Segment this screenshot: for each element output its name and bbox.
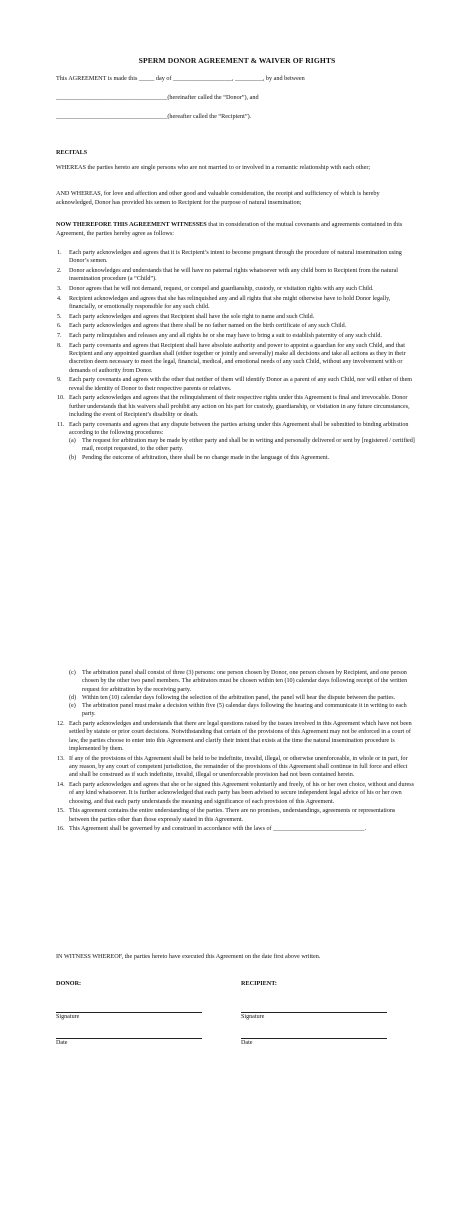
now-therefore-rest: that in consideration of the mutual covenants and agreements contained in this Agreement, the parties hereby agree as follows: <box>56 221 403 237</box>
covenant-item-number: 1. <box>57 250 62 256</box>
arbitration-continued <box>57 669 415 719</box>
covenant-item <box>57 720 415 753</box>
covenant-item-number: 7. <box>57 333 62 340</box>
covenant-item-text: This Agreement shall be governed by and construed in accordance with the laws of ______________________________. <box>69 826 367 833</box>
covenant-item-text: This agreement contains the entire understanding of the parties. There are no promises, understandings, agreements or representations between the parties other than those expressly stated in this Agreement. <box>69 808 396 823</box>
covenant-item-text: Each party acknowledges and understands that there are legal questions raised by the issues involved in this Agreement which have not been settled by statute or prior court decisions. Notwithstanding that certain of the provisions of this Agreement may not be enforced in a court of law, the parties choose to enter into this Agreement and clarify their intent that exists at the time the natural insemination procedure is implemented by them. <box>69 721 412 753</box>
covenant-item-number: 8. <box>57 342 62 349</box>
covenant-item <box>57 267 415 284</box>
covenant-item-text: Each party acknowledges and agrees that she or he signed this Agreement voluntarily and freely, of his or her own choice, without and duress of any kind whatsoever. It is further acknowledged that each party has been advised to secure independent legal advice of his or her own choosing, and that each party understands the meaning and significance of each provision of this Agreement. <box>69 782 414 805</box>
arbitration-subitem <box>69 669 415 694</box>
covenant-item <box>57 755 415 780</box>
arbitration-subitem-number: (c) <box>69 670 76 676</box>
covenant-item-text: Each party acknowledges and agrees that it is Recipient’s intent to become pregnant through the procedure of natural insemination using Donor’s semen. <box>69 250 402 265</box>
covenant-item <box>57 807 415 824</box>
recipient-date-label: Date <box>241 1040 253 1046</box>
recital-now-therefore <box>56 221 418 238</box>
covenant-item-text: Each party relinquishes and releases any and all rights he or she may have to bring a suit to establish paternity of any such child. <box>69 333 382 340</box>
arbitration-subitem-text: The arbitration panel must make a decision within five (5) calendar days following the hearing and communicate it in writing to each party. <box>82 703 407 718</box>
covenant-item <box>57 394 415 419</box>
witness-statement: IN WITNESS WHEREOF, the parties hereto have executed this Agreement on the date first above written. <box>56 953 321 960</box>
covenant-item <box>57 376 415 393</box>
covenant-item-number: 14. <box>57 782 65 789</box>
arbitration-subitem <box>69 437 415 454</box>
covenants-list-part1 <box>57 249 415 463</box>
arbitration-subitem <box>69 702 415 719</box>
covenant-item <box>57 781 415 806</box>
recital-and-whereas: AND WHEREAS, for love and affection and other good and valuable consideration, the receipt and sufficiency of which is hereby acknowledged, Donor has provided his semen to Recipient for the purpose of natural insemination; <box>56 190 380 206</box>
donor-date-label: Date <box>56 1040 68 1046</box>
covenant-item-number: 2. <box>57 267 62 274</box>
arbitration-subitem-text: The request for arbitration may be made by either party and shall be in writing and personally delivered or sent by [registered / certified] mail, receipt requested, to the other party. <box>82 438 415 453</box>
covenant-item <box>57 313 415 321</box>
covenant-item-number: 6. <box>57 323 62 330</box>
intro-line-date: This AGREEMENT is made this _____ day of ___________________, _________, by and between <box>56 75 305 82</box>
arbitration-subitem-text: The arbitration panel shall consist of three (3) persons: one person chosen by Donor, one person chosen by Recipient, and one person chosen by the other two panel members. The arbitrators must be chosen within ten (10) calendar days following receipt of the written request for arbitration by the receiving party. <box>82 670 408 693</box>
covenant-item <box>57 332 415 340</box>
arbitration-subitem-number: (a) <box>69 438 76 445</box>
recitals-heading: RECITALS <box>56 149 88 156</box>
arbitration-subitem <box>69 694 415 702</box>
covenant-item-number: 10. <box>57 395 65 402</box>
arbitration-subitem-text: Within ten (10) calendar days following the selection of the arbitration panel, the panel will hear the dispute between the parties. <box>82 694 396 701</box>
covenant-item-number: 5. <box>57 313 62 320</box>
arbitration-subitem-number: (e) <box>69 703 76 710</box>
covenant-item-number: 12. <box>57 721 65 728</box>
covenant-item-text: Each party covenants and agrees that any dispute between the parties arising under this Agreement shall be submitted to binding arbitration according to the following procedures: <box>69 421 409 436</box>
covenant-item-number: 16. <box>57 826 65 833</box>
covenant-item-number: 13. <box>57 755 65 762</box>
donor-signature-line <box>56 1012 202 1013</box>
covenant-item <box>57 825 415 833</box>
recital-whereas: WHEREAS the parties hereto are single persons who are not married to or involved in a romantic relationship with each other; <box>56 164 371 171</box>
covenant-item-number: 9. <box>57 377 62 384</box>
arbitration-subitem-text: Pending the outcome of arbitration, there shall be no change made in the language of this Agreement. <box>82 454 330 461</box>
covenant-item-text: Each party acknowledges and agrees that the relinquishment of their respective rights under this Agreement is final and irrevocable. Donor further understands that his waivers shall prohibit any action on his part for custody, guardianship, or visitation in any future circumstances, including the event of Recipient’s disability or death. <box>69 395 410 418</box>
covenant-item-number: 4. <box>57 295 62 302</box>
covenant-item-text: Donor acknowledges and understands that he will have no paternal rights whatsoever with any child born to Recipient from the natural insemination procedure (a “Child”). <box>69 267 398 283</box>
recipient-date-line <box>241 1038 387 1039</box>
intro-line-donor: ____________________________________(hereinafter called the “Donor”), and <box>56 94 259 101</box>
covenant-item-number: 3. <box>57 285 62 292</box>
donor-date-line <box>56 1038 202 1039</box>
covenants-list-part2 <box>57 669 415 835</box>
arbitration-subitem-number: (d) <box>69 694 77 701</box>
covenant-item <box>57 421 415 462</box>
arbitration-subitem <box>69 454 415 462</box>
covenant-item <box>57 285 415 293</box>
covenant-item-text: Each party acknowledges and agrees that Recipient shall have the sole right to name and such Child. <box>69 313 315 320</box>
donor-signature-label: Signature <box>56 1014 80 1020</box>
arbitration-subitem-number: (b) <box>69 454 77 461</box>
covenant-item-text: If any of the provisions of this Agreement shall be held to be indefinite, invalid, illegal, or otherwise unenforceable, in whole or in part, for any reason, by any court of competent jurisdiction, the remainder of the provisions of this Agreement shall continue in full force and effect and shall be construed as if such indefinite, invalid, illegal or unenforceable provision had not been contained herein. <box>69 755 408 779</box>
document-title: SPERM DONOR AGREEMENT & WAIVER OF RIGHTS <box>138 56 336 65</box>
covenant-item-text: Each party acknowledges and agrees that there shall be no father named on the birth certificate of any such Child. <box>69 323 347 330</box>
recipient-heading: RECIPIENT: <box>241 980 277 987</box>
covenant-item <box>57 322 415 330</box>
now-therefore-bold: NOW THEREFORE THIS AGREEMENT WITNESSES <box>56 221 207 228</box>
covenant-item-text: Recipient acknowledges and agrees that she has relinquished any and all rights that she might otherwise have to hold Donor legally, financially, or emotionally responsible for any such child. <box>69 295 391 310</box>
covenant-item-text: Each party covenants and agrees that Recipient shall have absolute authority and power to appoint a guardian for any such Child, and that Recipient and any appointed guardian shall (either together or jointly and severally) make all decisions and take all actions as they in their discretion deem necessary to meet the legal, financial, medical, and emotional needs of any such Child, without any involvement with or demands of authority from Donor. <box>69 342 406 374</box>
covenant-item-text: Donor agrees that he will not demand, request, or compel and guardianship, custody, or visitation rights with any such Child. <box>69 285 374 292</box>
recipient-signature-label: Signature <box>241 1014 265 1020</box>
covenant-item-number: 11. <box>57 421 65 428</box>
covenant-item <box>57 249 415 266</box>
covenant-item-text: Each party covenants and agrees with the other that neither of them will identify Donor as a parent of any such Child, nor will either of them reveal the identity of Donor to their respective parents or relatives. <box>69 377 413 392</box>
covenant-item-number: 15. <box>57 808 65 815</box>
recipient-signature-line <box>241 1012 387 1013</box>
covenant-item <box>57 342 415 375</box>
covenant-item <box>57 295 415 312</box>
intro-line-recipient: ____________________________________(hereafter called the “Recipient”). <box>56 113 252 120</box>
donor-heading: DONOR: <box>56 980 82 987</box>
